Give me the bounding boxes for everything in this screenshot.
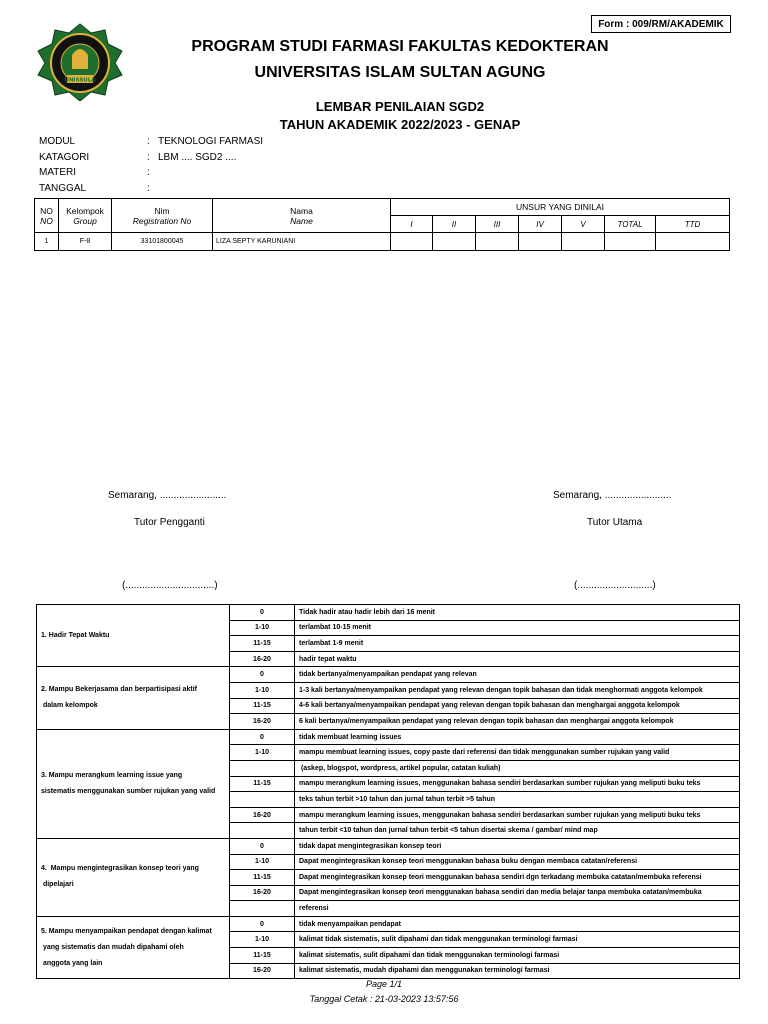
rubric-description: kalimat sistematis, sulit dipahami dan tidak menggunakan terminologi farmasi <box>295 948 740 964</box>
score-cell-ttd[interactable] <box>656 233 730 251</box>
rubric-description: Dapat mengintegrasikan konsep teori menggunakan bahasa buku dengan membaca catatan/referensi <box>295 854 740 870</box>
rubric-score: 0 <box>230 605 295 621</box>
cell-kelompok: F-8 <box>59 233 112 251</box>
header-col-total: TOTAL <box>605 216 656 233</box>
rubric-row <box>37 838 740 854</box>
rubric-criterion <box>37 916 230 978</box>
rubric-row <box>37 729 740 745</box>
rubric-description: mampu merangkum learning issues, menggunakan bahasa sendiri berdasarkan sumber rujukan yang meliputi buku teks <box>295 807 740 823</box>
rubric-row <box>37 605 740 621</box>
rubric-score: 11-15 <box>230 948 295 964</box>
rubric-score: 0 <box>230 667 295 683</box>
rubric-score <box>230 901 295 917</box>
score-cell-total[interactable] <box>605 233 656 251</box>
rubric-score: 1-10 <box>230 620 295 636</box>
rubric-criterion-line: sistematis menggunakan sumber rujukan yang valid <box>41 787 216 795</box>
header-col-i: I <box>391 216 433 233</box>
rubric-description: Tidak hadir atau hadir lebih dari 16 menit <box>295 605 740 621</box>
score-cell-iv[interactable] <box>519 233 562 251</box>
score-cell-v[interactable] <box>562 233 605 251</box>
left-place-date: Semarang, ........................ <box>108 490 227 501</box>
header-line1: PROGRAM STUDI FARMASI FAKULTAS KEDOKTERAN <box>191 38 609 55</box>
rubric-score: 1-10 <box>230 932 295 948</box>
meta-colon: : <box>147 136 150 147</box>
header-col-ii: II <box>433 216 476 233</box>
meta-value-modul: TEKNOLOGI FARMASI <box>158 136 264 147</box>
form-code: Form : 009/RM/AKADEMIK <box>591 15 731 33</box>
rubric-description: hadir tepat waktu <box>295 651 740 667</box>
rubric-score: 16-20 <box>230 885 295 901</box>
score-cell-ii[interactable] <box>433 233 476 251</box>
right-role: Tutor Utama <box>587 517 643 528</box>
header-line3: LEMBAR PENILAIAN SGD2 <box>315 99 485 114</box>
rubric-description: tidak bertanya/menyampaikan pendapat yang relevan <box>295 667 740 683</box>
rubric-description: 4-6 kali bertanya/menyampaikan pendapat yang relevan dengan topik bahasan dan menghargai anggota kelompok <box>295 698 740 714</box>
rubric-criterion-line: 3. Mampu merangkum learning issue yang <box>41 771 183 779</box>
svg-text:UNISSULA: UNISSULA <box>64 77 96 84</box>
rubric-description: Dapat mengintegrasikan konsep teori menggunakan bahasa sendiri dan media belajar tanpa membuka catatan/membuka <box>295 885 740 901</box>
header-col-v: V <box>562 216 605 233</box>
meta-label-tanggal: TANGGAL <box>39 183 87 194</box>
rubric-criterion <box>37 605 230 667</box>
rubric-description: Dapat mengintegrasikan konsep teori menggunakan bahasa sendiri dgn terkadang membuka catatan/membuka referensi <box>295 870 740 886</box>
rubric-description: tidak membuat learning issues <box>295 729 740 745</box>
rubric-score <box>230 760 295 776</box>
rubric-score: 0 <box>230 729 295 745</box>
table-row <box>35 233 730 251</box>
cell-nama: LIZA SEPTY KARUNIANI <box>213 233 391 251</box>
rubric-score: 11-15 <box>230 698 295 714</box>
rubric-criterion-line: yang sistematis dan mudah dipahami oleh <box>41 943 184 951</box>
unissula-logo <box>36 23 124 101</box>
rubric-description: 1-3 kali bertanya/menyampaikan pendapat yang relevan dengan topik bahasan dan tidak menghormati anggota kelompok <box>295 682 740 698</box>
rubric-score: 0 <box>230 838 295 854</box>
header-nim: Nim Registration No <box>112 199 213 233</box>
rubric-criterion <box>37 838 230 916</box>
rubric-score: 11-15 <box>230 776 295 792</box>
score-cell-iii[interactable] <box>476 233 519 251</box>
rubric-score: 1-10 <box>230 854 295 870</box>
header-unsur: UNSUR YANG DINILAI <box>391 199 730 216</box>
rubric-score: 1-10 <box>230 745 295 761</box>
rubric-score: 1-10 <box>230 682 295 698</box>
rubric-row <box>37 667 740 683</box>
header-col-iv: IV <box>519 216 562 233</box>
rubric-criterion <box>37 667 230 729</box>
rubric-description: terlambat 10-15 menit <box>295 620 740 636</box>
rubric-score: 16-20 <box>230 714 295 730</box>
rubric-row <box>37 916 740 932</box>
rubric-description: referensi <box>295 901 740 917</box>
rubric-description: kalimat sistematis, mudah dipahami dan menggunakan terminologi farmasi <box>295 963 740 979</box>
meta-label-materi: MATERI <box>39 167 77 178</box>
meta-colon: : <box>147 152 150 163</box>
meta-label-modul: MODUL <box>39 136 76 147</box>
rubric-criterion-line: 5. Mampu menyampaikan pendapat dengan kalimat <box>41 927 212 935</box>
header-line2: UNIVERSITAS ISLAM SULTAN AGUNG <box>254 64 546 81</box>
left-role: Tutor Pengganti <box>134 517 205 528</box>
header-col-ttd: TTD <box>656 216 730 233</box>
assessment-table <box>34 198 730 251</box>
header-no: NO NO <box>35 199 59 233</box>
rubric-description: tidak menyampaikan pendapat <box>295 916 740 932</box>
rubric-description: mampu merangkum learning issues, menggunakan bahasa sendiri berdasarkan sumber rujukan yang meliputi buku teks <box>295 776 740 792</box>
rubric-score: 16-20 <box>230 963 295 979</box>
page-number: Page 1/1 <box>365 979 403 989</box>
header-kelompok: Kelompok Group <box>59 199 112 233</box>
rubric-criterion-line: anggota yang lain <box>41 959 103 967</box>
rubric-description: terlambat 1-9 menit <box>295 636 740 652</box>
rubric-score <box>230 823 295 839</box>
meta-colon: : <box>147 183 150 194</box>
rubric-score <box>230 792 295 808</box>
cell-nim: 33101800045 <box>112 233 213 251</box>
rubric-description: kalimat tidak sistematis, sulit dipahami dan tidak menggunakan terminologi farmasi <box>295 932 740 948</box>
header-line4: TAHUN AKADEMIK 2022/2023 - GENAP <box>279 117 521 132</box>
rubric-criterion-line: 1. Hadir Tepat Waktu <box>41 631 110 639</box>
rubric-criterion-line: dalam kelompok <box>41 702 98 710</box>
rubric-description: teks tahun terbit >10 tahun dan jurnal tahun terbit >5 tahun <box>295 792 740 808</box>
rubric-criterion-line: 4. Mampu mengintegrasikan konsep teori yang <box>41 865 199 873</box>
right-signature-name: (...........................) <box>574 580 656 591</box>
header-nama: Nama Name <box>213 199 391 233</box>
right-place-date: Semarang, ........................ <box>553 490 672 501</box>
rubric-score: 11-15 <box>230 870 295 886</box>
rubric-criterion-line: 2. Mampu Bekerjasama dan berpartisipasi aktif <box>41 686 198 694</box>
rubric-score: 16-20 <box>230 651 295 667</box>
print-date: Tanggal Cetak : 21-03-2023 13:57:56 <box>309 994 459 1004</box>
rubric-criterion <box>37 729 230 838</box>
left-signature-name: (................................) <box>122 580 218 591</box>
rubric-score: 0 <box>230 916 295 932</box>
rubric-score: 11-15 <box>230 636 295 652</box>
rubric-description: tahun terbit <10 tahun dan jurnal tahun terbit <5 tahun disertai skema / gambar/ mind map <box>295 823 740 839</box>
rubric-table <box>36 604 740 979</box>
rubric-description: 6 kali bertanya/menyampaikan pendapat yang relevan dengan topik bahasan dan menghargai anggota kelompok <box>295 714 740 730</box>
rubric-description: mampu membuat learning issues, copy paste dari referensi dan tidak menggunakan sumber rujukan yang valid <box>295 745 740 761</box>
cell-no: 1 <box>35 233 59 251</box>
meta-colon: : <box>147 167 150 178</box>
header-col-iii: III <box>476 216 519 233</box>
rubric-score: 16-20 <box>230 807 295 823</box>
score-cell-i[interactable] <box>391 233 433 251</box>
meta-value-katagori: LBM .... SGD2 .... <box>158 152 237 163</box>
rubric-criterion-line: dipelajari <box>41 881 74 889</box>
meta-label-katagori: KATAGORI <box>39 152 90 163</box>
rubric-description: tidak dapat mengintegrasikan konsep teori <box>295 838 740 854</box>
rubric-description: (askep, blogspot, wordpress, artikel popular, catatan kuliah) <box>295 760 740 776</box>
